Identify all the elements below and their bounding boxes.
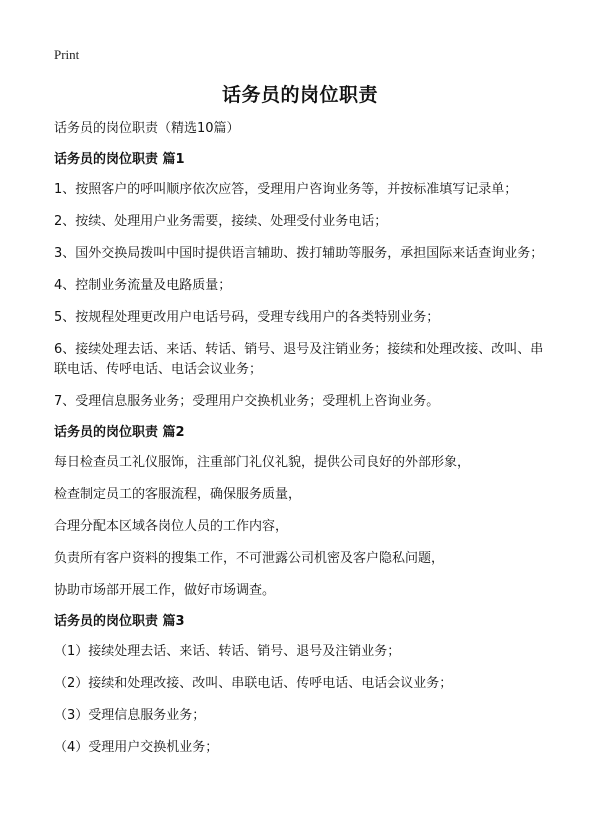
section-2: [54, 424, 554, 601]
paragraph: 合理分配本区域各岗位人员的工作内容，: [54, 519, 289, 534]
section-heading: 话务员的岗位职责 篇2: [54, 425, 185, 440]
document-subtitle: 话务员的岗位职责（精选10篇）: [54, 121, 240, 136]
page-title: 话务员的岗位职责: [221, 84, 378, 106]
paragraph: 6、接续处理去话、来话、转话、销号、退号及注销业务；接续和处理改接、改叫、串联电话、传呼电话、电话会议业务；: [54, 342, 544, 377]
print-link[interactable]: Print: [54, 47, 80, 62]
paragraph: 协助市场部开展工作，做好市场调查。: [54, 583, 276, 598]
section-heading: 话务员的岗位职责 篇1: [54, 152, 185, 167]
paragraph: 3、国外交换局拨叫中国时提供语言辅助、拨打辅助等服务，承担国际来话查询业务；: [54, 246, 544, 261]
paragraph: 负责所有客户资料的搜集工作，不可泄露公司机密及客户隐私问题，: [54, 551, 445, 566]
paragraph: 7、受理信息服务业务；受理用户交换机业务；受理机上咨询业务。: [54, 394, 440, 409]
paragraph: 4、控制业务流量及电路质量；: [54, 278, 232, 293]
paragraph: 每日检查员工礼仪服饰，注重部门礼仪礼貌，提供公司良好的外部形象，: [54, 455, 471, 470]
section-1: [54, 151, 554, 412]
paragraph: （2）接续和处理改接、改叫、串联电话、传呼电话、电话会议业务；: [54, 676, 453, 691]
section-heading: 话务员的岗位职责 篇3: [54, 614, 185, 629]
document-content: [54, 120, 554, 770]
paragraph: 2、按续、处理用户业务需要，接续、处理受付业务电话；: [54, 214, 388, 229]
paragraph: （1）接续处理去话、来话、转话、销号、退号及注销业务；: [54, 644, 401, 659]
paragraph: （4）受理用户交换机业务；: [54, 740, 219, 755]
paragraph: 1、按照客户的呼叫顺序依次应答，受理用户咨询业务等，并按标准填写记录单；: [54, 182, 518, 197]
paragraph: 5、按规程处理更改用户电话号码，受理专线用户的各类特别业务；: [54, 310, 440, 325]
section-3: [54, 613, 554, 758]
paragraph: （3）受理信息服务业务；: [54, 708, 206, 723]
paragraph: 检查制定员工的客服流程，确保服务质量，: [54, 487, 302, 502]
